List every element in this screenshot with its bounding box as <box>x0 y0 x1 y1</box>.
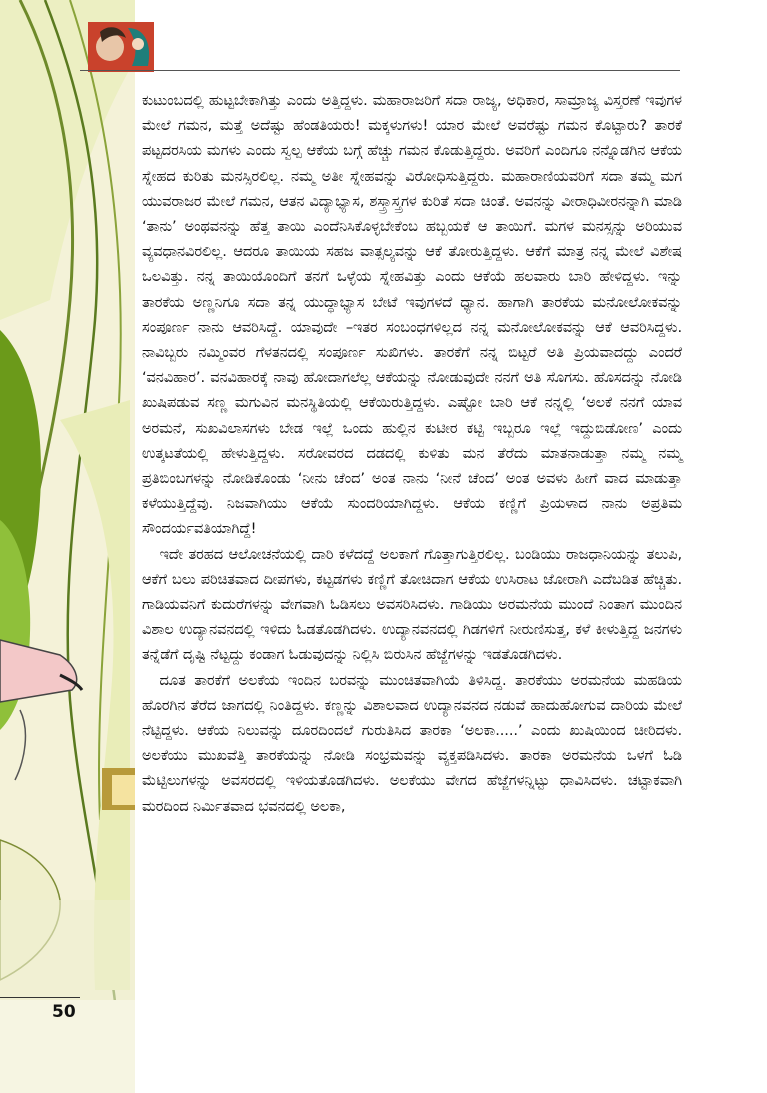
footer-rule <box>0 997 80 998</box>
paragraph: ಇದೇ ತರಹದ ಆಲೋಚನೆಯಲ್ಲಿ ದಾರಿ ಕಳೆದದ್ದೆ ಅಲಕಾಗೆ ಗೊತ್ತಾಗುತ್ತಿರಲಿಲ್ಲ. ಬಂಡಿಯು ರಾಜಧಾನಿಯನ್ನು ತಲುಪಿ, ಆಕೆಗೆ ಬಲು ಪರಿಚಿತವಾದ ದೀಪಗಳು, ಕಟ್ಟಡಗಳು ಕಣ್ಣಿಗೆ ತೋಚಿದಾಗ ಆಕೆಯ ಉಸಿರಾಟ ಜೋರಾಗಿ ಎದೆಬಡಿತ ಹೆಚ್ಚಿತು. ಗಾಡಿಯವನಿಗೆ ಕುದುರೆಗಳನ್ನು ವೇಗವಾಗಿ ಓಡಿಸಲು ಅವಸರಿಸಿದಳು. ಗಾಡಿಯು ಅರಮನೆಯ ಮುಂದೆ ನಿಂತಾಗ ಮುಂದಿನ ವಿಶಾಲ ಉದ್ಯಾನವನದಲ್ಲಿ ಇಳಿದು ಓಡತೊಡಗಿದಳು. ಉದ್ಯಾನವನದಲ್ಲಿ ಗಿಡಗಳಿಗೆ ನೀರುಣಿಸುತ್ತ, ಕಳೆ ಕೀಳುತ್ತಿದ್ದ ಜನಗಳು ತನ್ನೆಡೆಗೆ ದೃಷ್ಟಿ ನೆಟ್ಟದ್ದು ಕಂಡಾಗ ಓಡುವುದನ್ನು ನಿಲ್ಲಿಸಿ ಬಿರುಸಿನ ಹೆಜ್ಜೆಗಳನ್ನು ಇಡತೊಡಗಿದಳು. <box>142 545 682 664</box>
story-text <box>142 88 682 819</box>
page-number: 50 <box>52 1002 76 1022</box>
paragraph: ದೂತ ತಾರಕೆಗೆ ಅಲಕೆಯ ಇಂದಿನ ಬರವನ್ನು ಮುಂಚಿತವಾಗಿಯೆ ತಿಳಿಸಿದ್ದ. ತಾರಕೆಯು ಅರಮನೆಯ ಮಹಡಿಯ ಹೊರಗಿನ ತೆರೆದ ಜಾಗದಲ್ಲಿ ನಿಂತಿದ್ದಳು. ಕಣ್ಣನ್ನು ವಿಶಾಲವಾದ ಉದ್ಯಾನವನದ ನಡುವೆ ಹಾದುಹೋಗುವ ದಾರಿಯ ಮೇಲೆ ನೆಟ್ಟಿದ್ದಳು. ಆಕೆಯ ನಿಲುವನ್ನು ದೂರದಿಂದಲೆ ಗುರುತಿಸಿದ ತಾರಕಾ ‘ಅಲಕಾ.....’ ಎಂದು ಖುಷಿಯಿಂದ ಚೀರಿದಳು. ಅಲಕೆಯು ಮುಖವೆತ್ತಿ ತಾರಕೆಯನ್ನು ನೋಡಿ ಸಂಭ್ರಮವನ್ನು ವ್ಯಕ್ತಪಡಿಸಿದಳು. ತಾರಕಾ ಅರಮನೆಯ ಒಳಗೆ ಓಡಿ ಮೆಟ್ಟಿಲುಗಳನ್ನು ಅವಸರದಲ್ಲಿ ಇಳಿಯತೊಡಗಿದಳು. ಅಲಕೆಯು ವೇಗದ ಹೆಜ್ಜೆಗಳನ್ನಿಟ್ಟು ಧಾವಿಸಿದಳು. ಚಟ್ಟಾಕವಾಗಿ ಮರದಿಂದ ನಿರ್ಮಿತವಾದ ಭವನದಲ್ಲಿ ಅಲಕಾ, <box>142 671 682 815</box>
magazine-logo-icon <box>88 22 154 72</box>
header-rule <box>80 70 680 71</box>
paragraph: ಕುಟುಂಬದಲ್ಲಿ ಹುಟ್ಟಬೇಕಾಗಿತ್ತು ಎಂದು ಅತ್ತಿದ್ದಳು. ಮಹಾರಾಜರಿಗೆ ಸದಾ ರಾಜ್ಯ, ಅಧಿಕಾರ, ಸಾಮ್ರಾಜ್ಯ ವಿಸ್ತರಣೆ ಇವುಗಳ ಮೇಲೆ ಗಮನ, ಮತ್ತೆ ಅದೆಷ್ಟು ಹೆಂಡತಿಯರು! ಮಕ್ಕಳುಗಳು! ಯಾರ ಮೇಲೆ ಅವರೆಷ್ಟು ಗಮನ ಕೊಟ್ಟಾರು? ತಾರಕೆ ಪಟ್ಟದರಸಿಯ ಮಗಳು ಎಂದು ಸ್ವಲ್ಪ ಆಕೆಯ ಬಗ್ಗೆ ಹೆಚ್ಚು ಗಮನ ಕೊಡುತ್ತಿದ್ದರು. ಅವರಿಗೆ ಎಂದಿಗೂ ನನ್ನೊಡಗಿನ ಆಕೆಯ ಸ್ನೇಹದ ಕುರಿತು ಮನಸ್ಸಿರಲಿಲ್ಲ. ನಮ್ಮ ಅತೀ ಸ್ನೇಹವನ್ನು ವಿರೋಧಿಸುತ್ತಿದ್ದರು. ಮಹಾರಾಣಿಯವರಿಗೆ ಸದಾ ತಮ್ಮ ಮಗ ಯುವರಾಜರ ಮೇಲೆ ಗಮನ, ಆತನ ವಿದ್ಯಾಭ್ಯಾಸ, ಶಸ್ತ್ರಾಸ್ತ್ರಗಳ ಕುರಿತೆ ಸದಾ ಚಿಂತೆ. ಅವನನ್ನು ವೀರಾಧಿವೀರನನ್ನಾಗಿ ಮಾಡಿ ‘ತಾನು’ ಅಂಥವನನ್ನು ಹೆತ್ತ ತಾಯಿ ಎಂದೆನಿಸಿಕೊಳ್ಳಬೇಕೆಂಬ ಹಬ್ಬಯಕೆ ಆ ತಾಯಿಗೆ. ಮಗಳ ಮನಸ್ಸನ್ನು ಅರಿಯುವ ವ್ಯವಧಾನವಿರಲಿಲ್ಲ. ಆದರೂ ತಾಯಿಯ ಸಹಜ ವಾತ್ಸಲ್ಯವನ್ನು ಆಕೆ ತೋರುತ್ತಿದ್ದಳು. ಆಕೆಗೆ ಮಾತ್ರ ನನ್ನ ಮೇಲೆ ವಿಶೇಷ ಒಲವಿತ್ತು. ನನ್ನ ತಾಯಿಯೊಂದಿಗೆ ತನಗೆ ಒಳ್ಳೆಯ ಸ್ನೇಹವಿತ್ತು ಎಂದು ಆಕೆಯೆ ಹಲವಾರು ಬಾರಿ ಹೇಳಿದ್ದಳು. ಇನ್ನು ತಾರಕೆಯ ಅಣ್ಣನಿಗೂ ಸದಾ ತನ್ನ ಯುದ್ಧಾಭ್ಯಾಸ ಬೇಟೆ ಇವುಗಳದೆ ಧ್ಯಾನ. ಹಾಗಾಗಿ ತಾರಕೆಯ ಮನೋಲೋಕವನ್ನು ಸಂಪೂರ್ಣ ನಾನು ಆವರಿಸಿದ್ದೆ. ಯಾವುದೇ –ಇತರ ಸಂಬಂಧಗಳಿಲ್ಲದ ನನ್ನ ಮನೋಲೋಕವನ್ನು ಆಕೆ ಆವರಿಸಿದ್ದಳು. ನಾವಿಬ್ಬರು ನಮ್ಮಿಂವರ ಗೆಳತನದಲ್ಲಿ ಸಂಪೂರ್ಣ ಸುಖಿಗಳು. ತಾರಕೆಗೆ ನನ್ನ ಬಿಟ್ಟರೆ ಅತಿ ಪ್ರಿಯವಾದದ್ದು ಎಂದರೆ ‘ವನವಿಹಾರ’. ವನವಿಹಾರಕ್ಕೆ ನಾವು ಹೋದಾಗಲೆಲ್ಲ ಆಕೆಯನ್ನು ನೋಡುವುದೇ ನನಗೆ ಅತಿ ಸೊಗಸು. ಹೊಸದನ್ನು ನೋಡಿ ಖುಷಿಪಡುವ ಸಣ್ಣ ಮಗುವಿನ ಮನಸ್ಥಿತಿಯಲ್ಲಿ ಆಕೆಯಿರುತ್ತಿದ್ದಳು. ಎಷ್ಟೋ ಬಾರಿ ಆಕೆ ನನ್ನಲ್ಲಿ ‘ಅಲಕೆ ನನಗೆ ಯಾವ ಅರಮನೆ, ಸುಖವಿಲಾಸಗಳು ಬೇಡ ಇಲ್ಲೆ ಒಂದು ಹುಲ್ಲಿನ ಕುಟೀರ ಕಟ್ಟಿ ಇಬ್ಬರೂ ಇಲ್ಲೆ ಇದ್ದುಬಿಡೋಣ’ ಎಂದು ಉತ್ಕಟತೆಯಲ್ಲಿ ಹೇಳುತ್ತಿದ್ದಳು. ಸರೋವರದ ದಡದಲ್ಲಿ ಕುಳಿತು ಮನ ತೆರೆದು ಮಾತನಾಡುತ್ತಾ ನಮ್ಮ ನಮ್ಮ ಪ್ರತಿಬಿಂಬಗಳನ್ನು ನೋಡಿಕೊಂಡು ‘ನೀನು ಚೆಂದ’ ಅಂತ ನಾನು ‘ನೀನೆ ಚೆಂದ’ ಅಂತ ಅವಳು ಹೀಗೆ ವಾದ ಮಾಡುತ್ತಾ ಕಳೆಯುತ್ತಿದ್ದೆವು. ನಿಜವಾಗಿಯು ಆಕೆಯೆ ಸುಂದರಿಯಾಗಿದ್ದಳು. ಆಕೆಯ ಕಣ್ಣಿಗೆ ಪ್ರಿಯಳಾದ ನಾನು ಅಪ್ರತಿಮ ಸೌಂದರ್ಯವತಿಯಾಗಿದ್ದೆ! <box>142 92 682 538</box>
side-illustration <box>0 0 135 1093</box>
